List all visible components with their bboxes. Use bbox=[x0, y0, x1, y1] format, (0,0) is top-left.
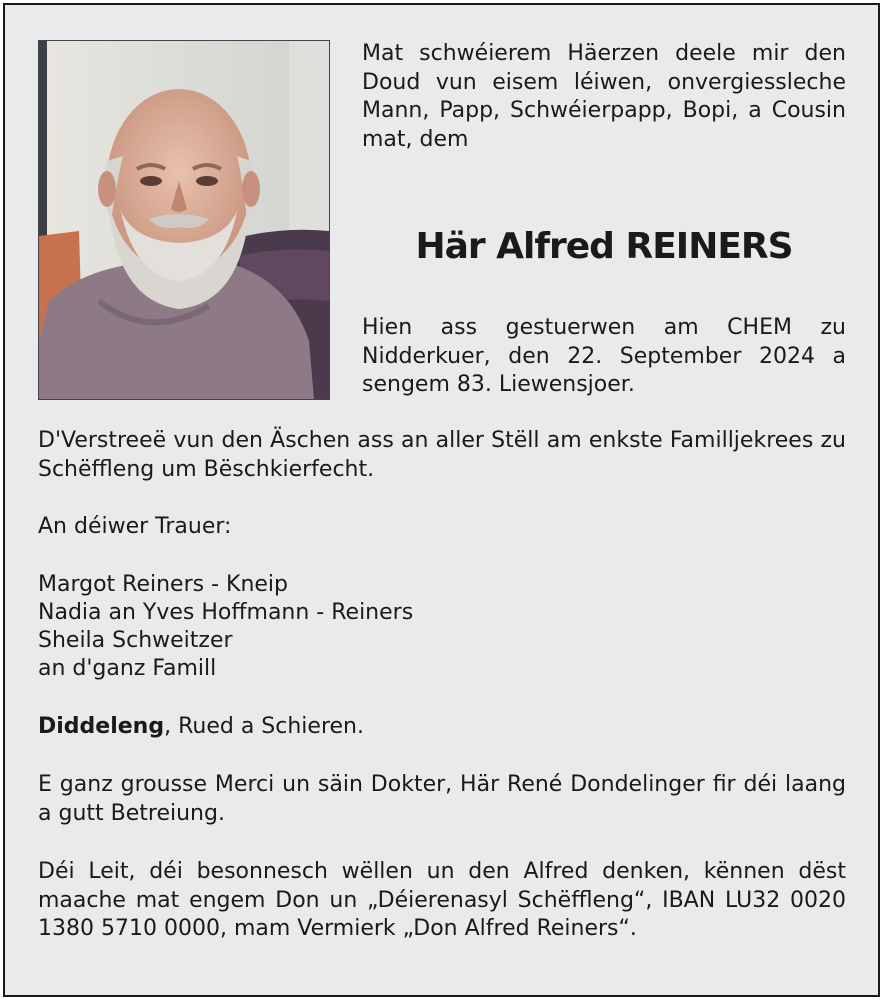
portrait-photo bbox=[38, 40, 330, 400]
intro-text: Mat schwéierem Häerzen deele mir den Doud vun eisem léiwen, onvergiessleche Mann, Papp, Schwéierpapp, Bopi, a Cousin mat, dem bbox=[362, 41, 846, 152]
mourner-item: Nadia an Yves Hoffmann - Reiners bbox=[38, 600, 414, 625]
mourner-item: an d'ganz Famill bbox=[38, 656, 217, 681]
ashes-scattering-text: D'Verstreeë vun den Äschen ass an aller Stëll am enkste Familljekrees zu Schëffleng um Bëschkierfecht. bbox=[38, 428, 846, 482]
place-line bbox=[38, 713, 364, 742]
place-rest: , Rued a Schieren. bbox=[164, 714, 364, 739]
death-details: Hien ass gestuerwen am CHEM zu Nidderkuer, den 22. September 2024 a sengem 83. Liewensjoer. bbox=[362, 315, 846, 398]
deceased-name: Här Alfred REINERS bbox=[415, 226, 793, 267]
portrait-illustration bbox=[39, 41, 329, 399]
donation-text: Déi Leit, déi besonnesch wëllen un den Alfred denken, kënnen dëst maache mat engem Don un „Déierenasyl Schëffleng“, IBAN LU32 0020 1380 5710 0000, mam Vermierk „Don Alfred Reiners“. bbox=[38, 859, 846, 942]
mourner-item: Margot Reiners - Kneip bbox=[38, 572, 289, 597]
thanks-text: E ganz grousse Merci un säin Dokter, Här René Dondelinger fir déi laang a gutt Betreiung. bbox=[38, 772, 846, 826]
town-name: Diddeleng bbox=[38, 714, 165, 739]
mourner-item: Sheila Schweitzer bbox=[38, 628, 233, 653]
obituary-frame bbox=[3, 3, 880, 997]
mourning-label: An déiwer Trauer: bbox=[38, 514, 232, 539]
